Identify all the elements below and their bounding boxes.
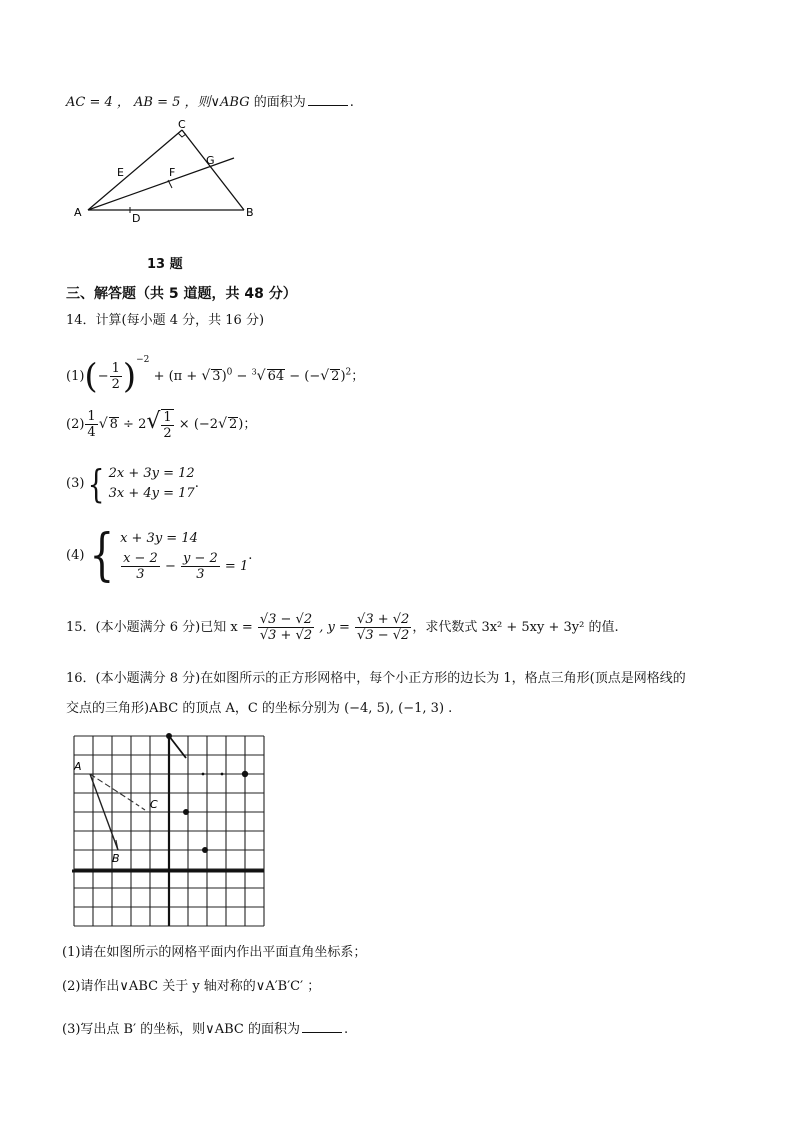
grid-label-b: B: [112, 852, 120, 865]
q13-triangle: ∨ABG: [210, 95, 250, 110]
q16-grid-figure: [68, 728, 268, 932]
fig13-label-f: F: [169, 166, 176, 179]
q14-part2: (2) $\frac{1}{4}$ √ 8 ÷ 2√ $\frac{1}{2}$ × (−2√ 2)；: [66, 409, 257, 441]
q14-header: 14．计算(每小题 4 分，共 16 分): [66, 313, 265, 328]
q13-text-suffix: 的面积为: [249, 95, 306, 110]
q14-p4-system: x + 3y = 14 $\frac{x - 2}{3}$ − $\frac{y - 2}{3}$ = 1: [120, 531, 249, 582]
fig13-label-g: G: [206, 154, 215, 167]
fig13-label-c: C: [178, 118, 186, 131]
q14-p4-label: (4): [66, 548, 85, 563]
q16-line2: 交点的三角形)ABC 的顶点 A，C 的坐标分别为 (−4, 5), (−1, 3) .: [66, 701, 453, 716]
q14-p1-rparen: ): [122, 356, 137, 397]
q15-y-frac: $\frac{√3 + √2}{√3 - √2}$: [357, 612, 410, 643]
q16-answer-blank: [302, 1020, 342, 1033]
q16-sub3: (3)写出点 B′ 的坐标，则∨ABC 的面积为 .: [62, 1022, 349, 1037]
q13-figure: [60, 118, 270, 228]
fig13-label-b: B: [246, 206, 254, 219]
q16-sub2: (2)请作出∨ABC 关于 y 轴对称的∨A′B′C′ ；: [62, 979, 321, 994]
q14-part4: (4){ x + 3y = 14 $\frac{x - 2}{3}$ − $\frac{y - 2}{3}$ = 1 .: [66, 523, 253, 588]
fig13-label-a: A: [74, 206, 82, 219]
q14-p4-brace: {: [89, 523, 115, 588]
q15-line: 15．(本小题满分 6 分)已知 x = $\frac{√3 - √2}{√3 + √2}$ , y = $\frac{√3 + √2}{√3 - √2}$ ，求代数式 3x² + 5xy + 3y² 的值.: [66, 612, 619, 643]
q14-part1: (1)(− $\frac{1}{2}$ )$^{-2}$ + (π + √ 3)$^0$ − $^3$√ 64 − (−√ 2)$^2$；: [66, 355, 365, 397]
q14-p1-label: (1): [66, 369, 85, 384]
q13-answer-blank: [308, 93, 348, 106]
q16-line1: 16．(本小题满分 8 分)在如图所示的正方形网格中，每个小正方形的边长为 1，格点三角形(顶点是网格线的: [66, 671, 686, 686]
fig13-label-e: E: [117, 166, 124, 179]
q13-line: [66, 91, 354, 110]
q14-p1-exp: −2: [136, 355, 150, 365]
q16-sub1: (1)请在如图所示的网格平面内作出平面直角坐标系；: [62, 945, 367, 960]
q14-p3-brace: {: [88, 462, 105, 506]
q14-p1-frac: $\frac{1}{2}$: [111, 361, 120, 392]
q15-prefix: 15．(本小题满分 6 分)已知 x =: [66, 620, 257, 635]
q14-p2-label: (2): [66, 417, 85, 432]
q14-p1-lparen: (: [84, 356, 98, 397]
grid-label-a: A: [74, 760, 82, 773]
q14-p3-label: (3): [66, 476, 85, 491]
q13-caption: 13 题: [147, 257, 183, 272]
fig13-label-d: D: [132, 212, 141, 225]
section3-title: 三、解答题（共 5 道题，共 48 分）: [66, 286, 297, 302]
q14-part3: (3){ 2x + 3y = 12 3x + 4y = 17 .: [66, 462, 199, 506]
q15-x-frac: $\frac{√3 - √2}{√3 + √2}$: [259, 612, 313, 643]
q13-end: .: [349, 95, 354, 110]
grid-label-c: C: [150, 798, 158, 811]
q13-text-prefix: AC = 4 ， AB = 5 ，则: [66, 95, 211, 110]
q14-p3-system: 2x + 3y = 12 3x + 4y = 17: [108, 466, 195, 501]
